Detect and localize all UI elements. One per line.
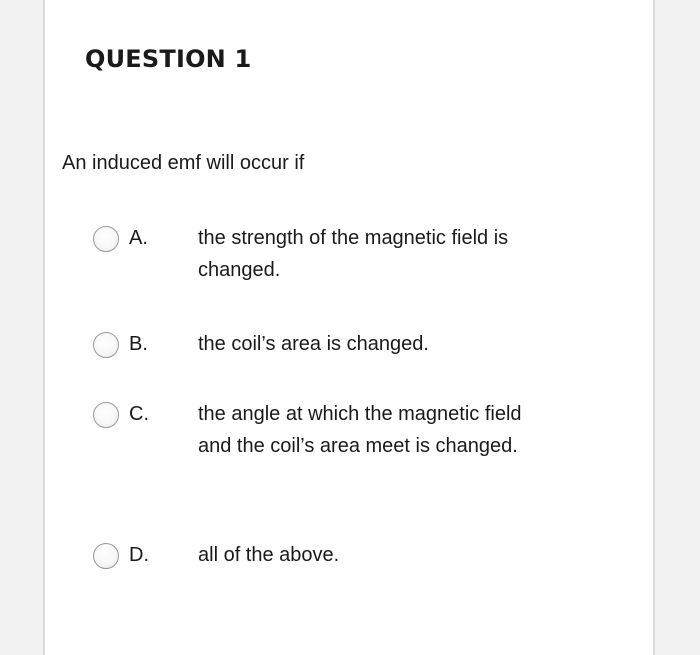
option-letter-b: B.: [129, 333, 148, 355]
option-letter-a: A.: [129, 227, 148, 249]
radio-button-d[interactable]: [93, 543, 119, 569]
question-panel: [43, 0, 655, 655]
option-letter-d: D.: [129, 544, 149, 566]
radio-button-c[interactable]: [93, 402, 119, 428]
option-letter-c: C.: [129, 403, 149, 425]
radio-button-b[interactable]: [93, 332, 119, 358]
option-text-c: the angle at which the magnetic field and the coil’s area meet is changed.: [198, 403, 522, 457]
question-title: QUESTION 1: [85, 45, 252, 73]
radio-button-a[interactable]: [93, 226, 119, 252]
option-text-a: the strength of the magnetic field is changed.: [198, 227, 509, 281]
option-text-d: all of the above.: [198, 544, 340, 566]
question-prompt: An induced emf will occur if: [62, 152, 305, 174]
option-text-b: the coil’s area is changed.: [198, 333, 429, 355]
